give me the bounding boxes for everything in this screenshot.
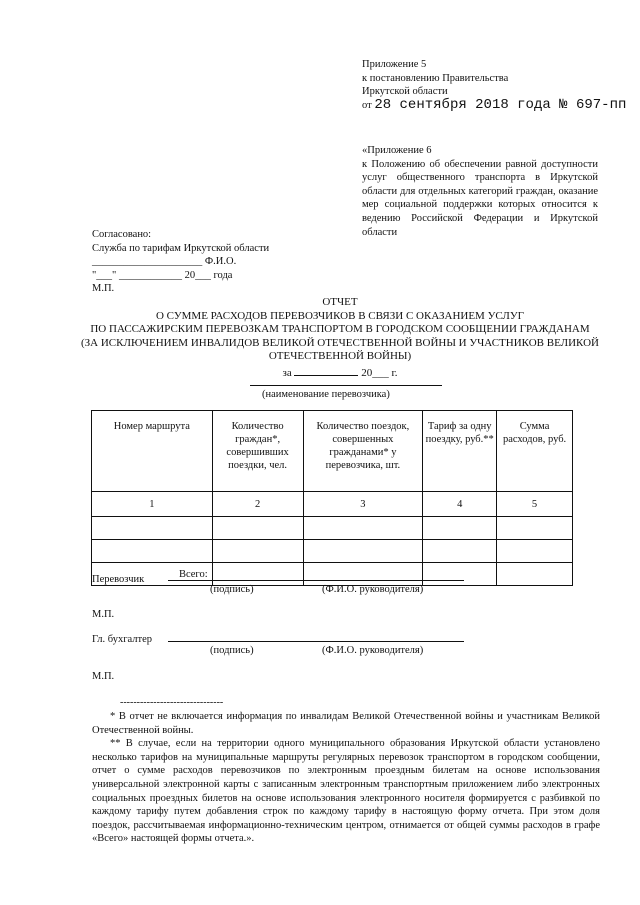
table-row	[92, 517, 573, 540]
agreement-block	[92, 228, 392, 296]
accountant-label: Гл. бухгалтер	[92, 634, 153, 645]
report-title-block	[80, 296, 600, 381]
report-title-line-3: (ЗА ИСКЛЮЧЕНИЕМ ИНВАЛИДОВ ВЕЛИКОЙ ОТЕЧЕСТВЕННОЙ ВОЙНЫ И УЧАСТНИКОВ ВЕЛИКОЙ	[81, 336, 599, 349]
carrier-name-caption: (наименование перевозчика)	[262, 389, 390, 400]
header-expense-sum: Сумма расходов, руб.	[497, 411, 573, 492]
appendix6-text: к Положению об обеспечении равной доступности услуг общественного транспорта в Иркутской области для отдельных категорий граждан, оказание мер социальной поддержки которых относится к ведению Российской Федерации и Иркутской области	[362, 158, 598, 238]
tariff-service: Служба по тарифам Иркутской области	[92, 242, 270, 254]
appendix-date-line	[362, 96, 627, 113]
table-column-numbers-row	[92, 492, 573, 517]
report-title-line-4: ОТЕЧЕСТВЕННОЙ ВОЙНЫ)	[268, 350, 412, 363]
fio-line: _____________________ Ф.И.О.	[92, 256, 237, 268]
appendix-line-2: к постановлению Правительства	[362, 72, 509, 84]
total-label: Всего:	[92, 563, 213, 586]
carrier-signature-line	[168, 580, 464, 581]
report-title: ОТЧЕТ	[322, 296, 358, 308]
column-number: 5	[497, 492, 573, 517]
accountant-name-caption: (Ф.И.О. руководителя)	[322, 645, 424, 656]
report-period	[80, 364, 600, 381]
footnote-separator: -------------------------------	[120, 697, 224, 708]
header-route-number: Номер маршрута	[92, 411, 213, 492]
footnote-1: * В отчет не включается информация по инвалидам Великой Отечественной войны и участникам Великой Отечественной войны.	[92, 711, 600, 736]
carrier-signature-caption: (подпись)	[210, 584, 254, 595]
appendix-line-1: Приложение 5	[362, 59, 427, 70]
table-header-row	[92, 411, 573, 492]
carrier-name-line	[250, 385, 442, 386]
period-year: 20___ г.	[361, 366, 398, 379]
appendix6-title: «Приложение 6	[362, 145, 432, 156]
header-tariff: Тариф за одну поездку, руб.**	[423, 411, 497, 492]
carrier-stamp: М.П.	[92, 609, 115, 620]
column-number: 3	[303, 492, 423, 517]
appendix-header	[362, 58, 627, 113]
report-title-line-1: О СУММЕ РАСХОДОВ ПЕРЕВОЗЧИКОВ В СВЯЗИ С ОКАЗАНИЕМ УСЛУГ	[155, 309, 525, 322]
header-citizens-count: Количество граждан*, совершивших поездки, чел.	[212, 411, 303, 492]
appendix-line-3: Иркутской области	[362, 86, 448, 98]
accountant-signature-caption: (подпись)	[210, 645, 254, 656]
column-number: 4	[423, 492, 497, 517]
report-table	[91, 410, 573, 586]
appendix6-block	[362, 144, 598, 239]
period-prefix: за	[282, 366, 292, 379]
carrier-name-caption-sig: (Ф.И.О. руководителя)	[322, 584, 424, 595]
header-trips-count: Количество поездок, совершенных гражданами* у перевозчика, шт.	[303, 411, 423, 492]
accountant-signature-line	[168, 641, 464, 642]
report-title-line-2: ПО ПАССАЖИРСКИМ ПЕРЕВОЗКАМ ТРАНСПОРТОМ В ГОРОДСКОМ СООБЩЕНИИ ГРАЖДАНАМ	[90, 323, 590, 336]
agreement-date-line: "___" ____________ 20___ года	[92, 269, 233, 281]
handwritten-date: 28 сентября 2018 года № 697-пп	[374, 96, 627, 113]
accountant-stamp: М.П.	[92, 671, 115, 682]
period-blank	[294, 364, 358, 376]
agreement-stamp: М.П.	[92, 283, 115, 295]
date-prefix: от	[362, 99, 372, 111]
column-number: 1	[92, 492, 213, 517]
footnote-2: ** В случае, если на территории одного муниципального образования Иркутской области установлено несколько тарифов на муниципальные маршруты регулярных перевозок транспортом в городском сообщении, отчет о сумме расходов перевозчиков по электронным проездным билетам на основе использования универсальной электронной карты с записанным электронным транспортным приложением либо электронных социальных проездных билетов на основе использования электронного носителя формируется с разбивкой по каждому тарифу путем добавления строк по каждому тарифу в настоящую форму отчета. При этом доля поездок, рассчитываемая информационно-техническим центром, отнимается от общей суммы расходов в графе «Всего» настоящей формы отчета.».	[92, 738, 600, 845]
column-number: 2	[212, 492, 303, 517]
footnotes-block	[92, 710, 600, 846]
agreed-label: Согласовано:	[92, 229, 152, 240]
table-row	[92, 540, 573, 563]
carrier-label: Перевозчик	[92, 574, 145, 585]
